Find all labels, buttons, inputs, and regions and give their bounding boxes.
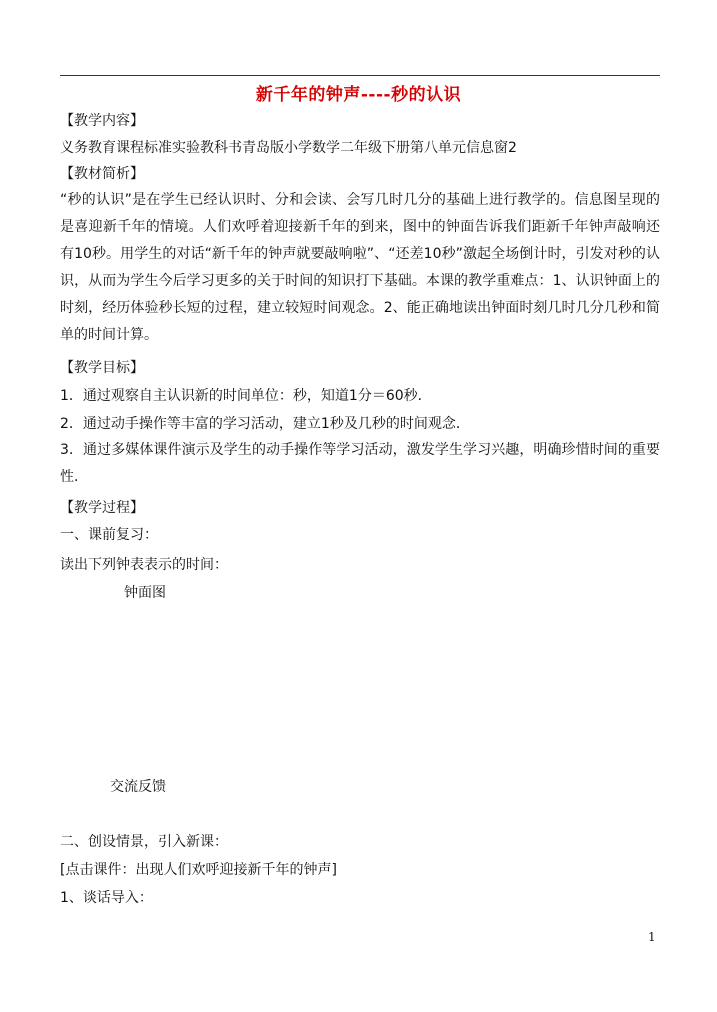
content-text: 义务教育课程标准实验教科书青岛版小学数学二年级下册第八单元信息窗2 — [60, 140, 517, 156]
analysis-paragraph: “秒的认识”是在学生已经认识时、分和会读、会写几时几分的基础上进行教学的。信息图呈现的是喜迎新千年的情境。人们欢呼着迎接新千年的到来，图中的钟面告诉我们距新千年钟声敲响还有10秒。用学生的对话“新千年的钟声就要敲响啦”、“还差10秒”激起全场倒计时，引发对秒的认识，从而为学生今后学习更多的关于时间的知识打下基础。本课的教学重难点：1、认识钟面上的时刻，经历体验秒长短的过程，建立较短时间观念。2、能正确地读出钟面时刻几时几分几秒和简单的时间计算。 — [60, 192, 660, 343]
content-heading: 【教学内容】 — [60, 113, 144, 129]
courseware-note: [点击课件：出现人们欢呼迎接新千年的钟声] — [60, 862, 337, 878]
review-heading: 一、课前复习： — [60, 527, 158, 543]
new-lesson-heading: 二、创设情景，引入新课： — [60, 834, 228, 850]
goal-item-1: 1．通过观察自主认识新的时间单位：秒，知道1分＝60秒． — [60, 388, 432, 404]
goal-item-2: 2．通过动手操作等丰富的学习活动，建立1秒及几秒的时间观念． — [60, 416, 470, 432]
intro-item: 1、谈话导入： — [60, 890, 153, 906]
header-rule — [60, 75, 660, 76]
review-task: 读出下列钟表表示的时间： — [60, 557, 228, 573]
process-heading: 【教学过程】 — [60, 500, 144, 516]
document-title: 新千年的钟声----秒的认识 — [255, 85, 462, 105]
feedback-label: 交流反馈 — [110, 779, 166, 795]
clock-figure-label: 钟面图 — [124, 585, 166, 601]
analysis-heading: 【教材简析】 — [60, 166, 144, 182]
page-number: 1 — [648, 930, 656, 944]
goal-item-3: 3．通过多媒体课件演示及学生的动手操作等学习活动，激发学生学习兴趣，明确珍惜时间的重要性． — [60, 442, 660, 485]
goals-heading: 【教学目标】 — [60, 360, 144, 376]
